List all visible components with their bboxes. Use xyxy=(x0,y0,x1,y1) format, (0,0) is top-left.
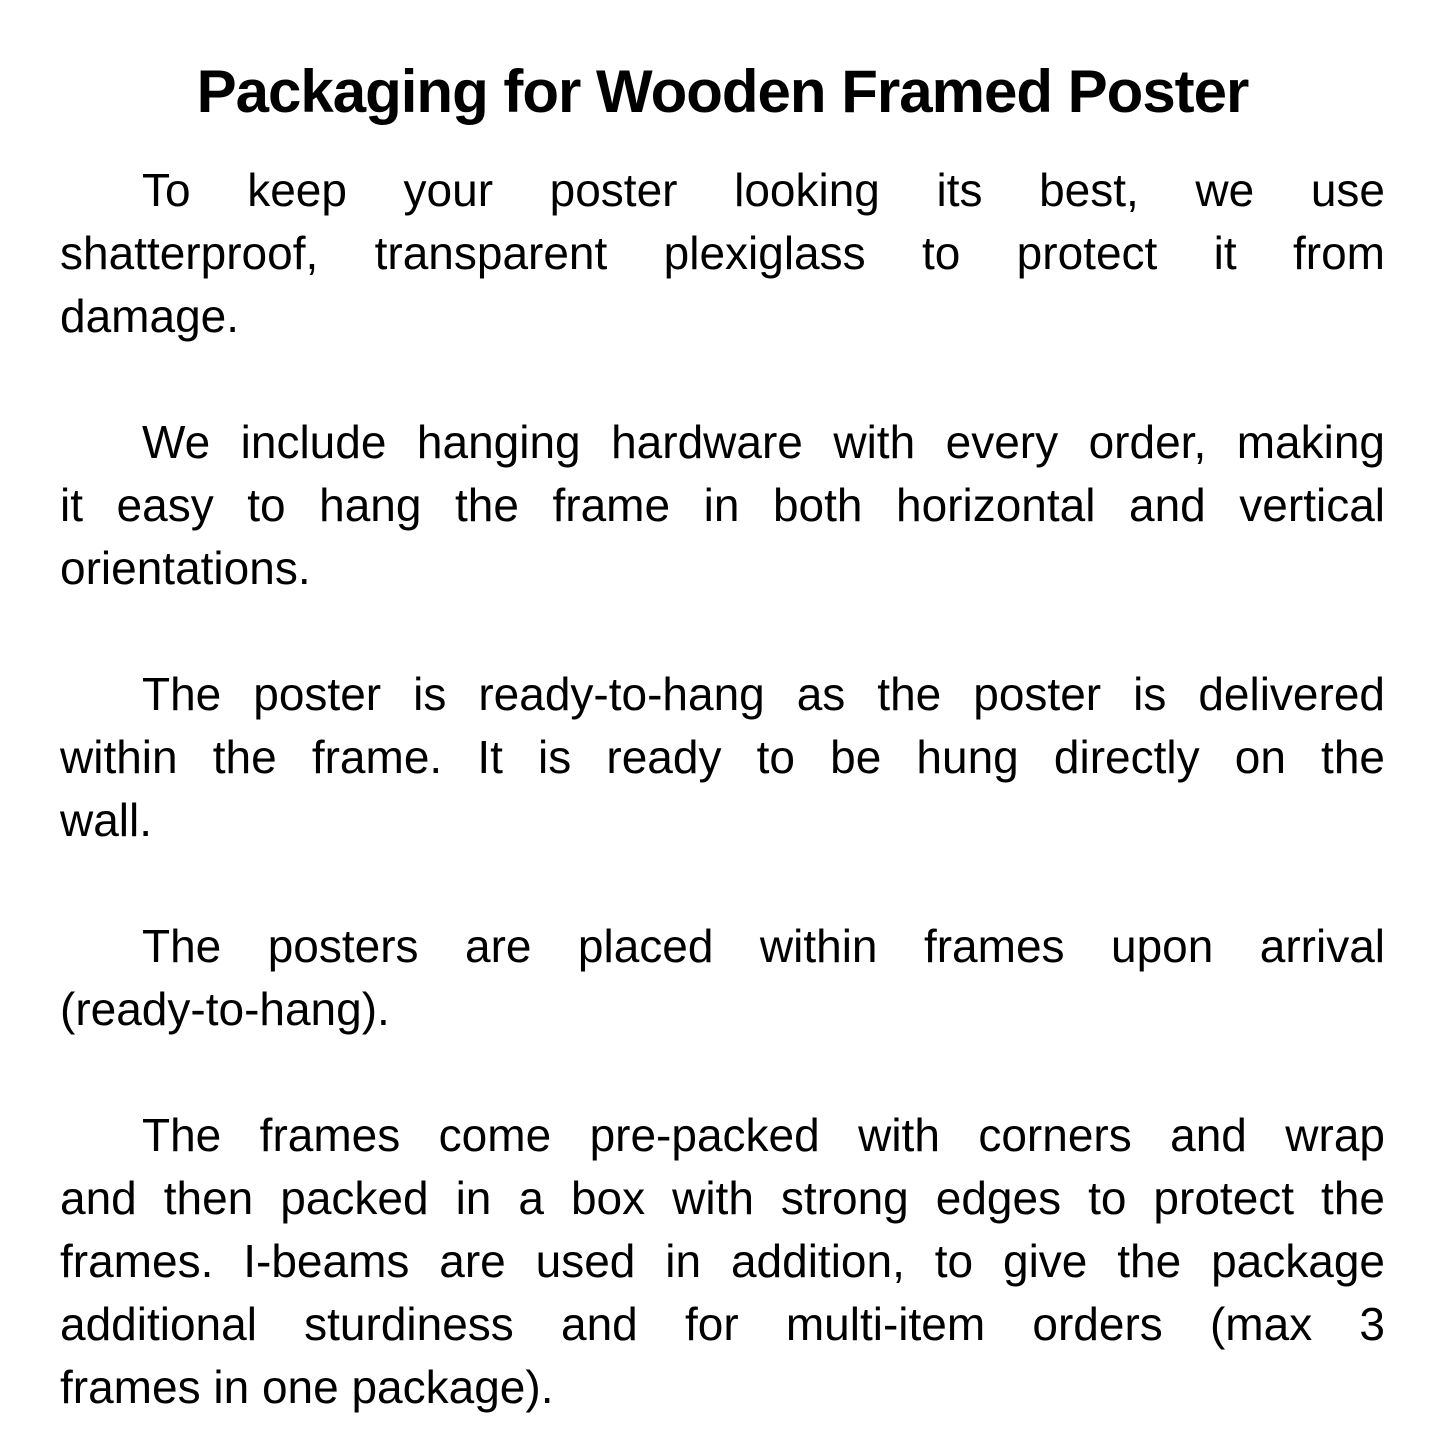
text-line: The poster is ready-to-hang as the poster is delivered xyxy=(142,668,1385,720)
text-line: (ready-to-hang). xyxy=(60,983,390,1035)
paragraph-plexiglass xyxy=(60,159,1385,348)
text-line: We include hanging hardware with every order, making xyxy=(142,416,1385,468)
text-line: and then packed in a box with strong edges to protect the xyxy=(60,1172,1385,1224)
paragraph-ready-to-hang xyxy=(60,663,1385,852)
text-line: damage. xyxy=(60,290,240,342)
text-line: orientations. xyxy=(60,542,311,594)
paragraph-packing-details xyxy=(60,1104,1385,1419)
text-line: it easy to hang the frame in both horizontal and vertical xyxy=(60,479,1385,531)
text-line: frames in one package). xyxy=(60,1361,554,1413)
text-line: To keep your poster looking its best, we use xyxy=(142,164,1385,216)
text-line: within the frame. It is ready to be hung directly on the xyxy=(60,731,1385,783)
text-line: wall. xyxy=(60,794,153,846)
paragraph-placed-within-frames xyxy=(60,915,1385,1041)
text-line: additional sturdiness and for multi-item orders (max 3 xyxy=(60,1298,1385,1350)
text-line: shatterproof, transparent plexiglass to protect it from xyxy=(60,227,1385,279)
paragraph-hanging-hardware xyxy=(60,411,1385,600)
page-title: Packaging for Wooden Framed Poster xyxy=(196,58,1249,125)
text-line: The posters are placed within frames upon arrival xyxy=(142,920,1385,972)
text-line: frames. I-beams are used in addition, to give the package xyxy=(60,1235,1385,1287)
text-line: The frames come pre-packed with corners and wrap xyxy=(142,1109,1385,1161)
